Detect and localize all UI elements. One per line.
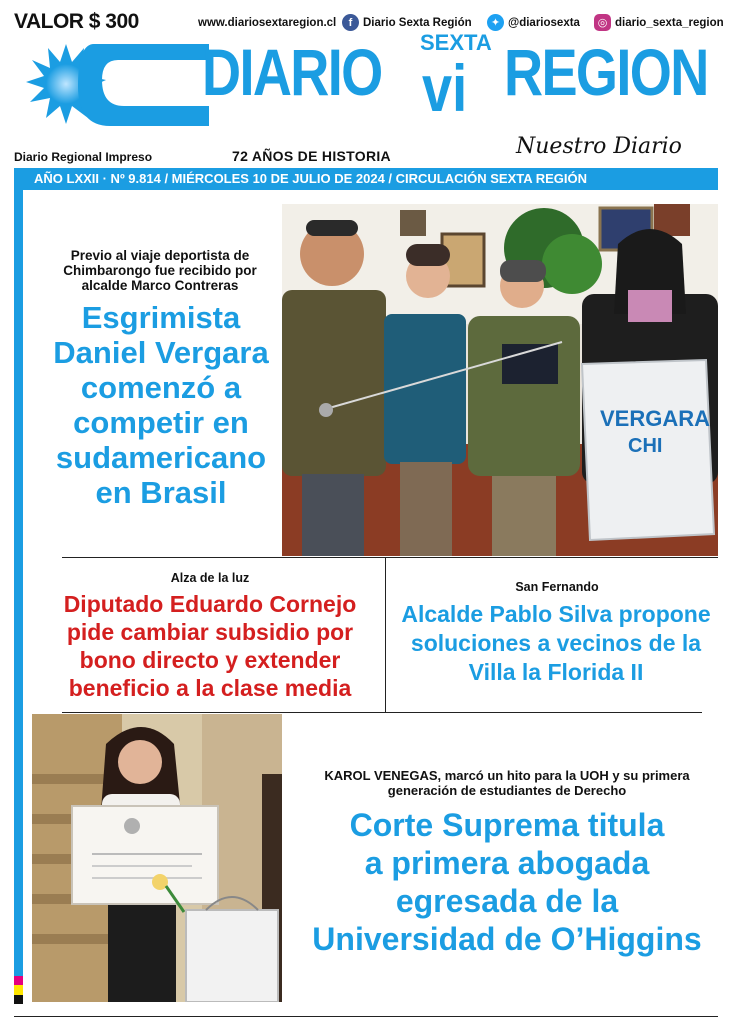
lead-headline-line: Daniel Vergara bbox=[53, 335, 269, 370]
twitter-handle: @diariosexta bbox=[508, 16, 580, 29]
story2-headline-line: Diputado Eduardo Cornejo bbox=[63, 591, 357, 617]
lead-headline-line: en Brasil bbox=[95, 475, 227, 510]
story2-headline-line: pide cambiar subsidio por bbox=[66, 619, 354, 645]
story4-kicker bbox=[292, 768, 722, 798]
twitter-icon: ✦ bbox=[487, 14, 504, 31]
facebook-icon: f bbox=[342, 14, 359, 31]
story4-headline-line: a primera abogada bbox=[364, 845, 650, 881]
lead-headline-line: sudamericano bbox=[55, 440, 267, 475]
divider bbox=[62, 712, 702, 713]
instagram-handle: diario_sexta_region bbox=[615, 16, 724, 29]
masthead-title bbox=[202, 28, 722, 138]
title-region: REGION bbox=[504, 35, 708, 109]
price-label: VALOR $ 300 bbox=[14, 10, 139, 33]
story3-headline-line: Alcalde Pablo Silva propone bbox=[401, 601, 711, 627]
edition-bar: AÑO LXXII · Nº 9.814 / MIÉRCOLES 10 DE JULIO DE 2024 / CIRCULACIÓN SEXTA REGIÓN bbox=[14, 168, 718, 190]
story4-headline-line: Universidad de O’Higgins bbox=[312, 921, 702, 957]
story4-kicker-line: generación de estudiantes de Derecho bbox=[387, 783, 627, 798]
lead-photo bbox=[282, 204, 718, 556]
jacket-text-2: CHI bbox=[628, 435, 663, 457]
sun-logo-icon bbox=[14, 36, 214, 136]
instagram-icon: ◎ bbox=[594, 14, 611, 31]
graduate-photo bbox=[32, 714, 282, 1002]
divider bbox=[62, 557, 718, 558]
facebook-handle: Diario Sexta Región bbox=[363, 16, 472, 29]
left-accent-rule bbox=[14, 190, 23, 966]
website-link[interactable]: www.diariosextaregion.cl bbox=[198, 17, 337, 29]
anniversary-label: 72 AÑOS DE HISTORIA bbox=[232, 148, 391, 164]
title-vi: vi bbox=[422, 51, 468, 125]
title-sexta: SEXTA bbox=[420, 30, 492, 55]
tagline: Nuestro Diario bbox=[516, 134, 682, 159]
story2-headline-line: bono directo y extender bbox=[79, 647, 341, 673]
title-diario: DIARIO bbox=[202, 35, 382, 109]
color-registration-marks bbox=[14, 966, 23, 1004]
story3-headline-line: soluciones a vecinos de la bbox=[410, 630, 702, 656]
subtitle: Diario Regional Impreso bbox=[14, 150, 153, 164]
story4-headline-line: Corte Suprema titula bbox=[349, 807, 665, 843]
lead-headline[interactable] bbox=[36, 300, 286, 510]
story3-headline-line: Villa la Florida II bbox=[468, 659, 644, 685]
story4-headline[interactable] bbox=[286, 806, 728, 958]
story3-kicker: San Fernando bbox=[515, 580, 599, 594]
lead-headline-line: competir en bbox=[73, 405, 249, 440]
lead-headline-line: Esgrimista bbox=[81, 300, 241, 335]
story3-headline[interactable] bbox=[388, 600, 724, 687]
bottom-rule bbox=[14, 1016, 718, 1017]
lead-kicker: Previo al viaje deportista de Chimbarongo fue recibido por alcalde Marco Contreras bbox=[63, 248, 257, 293]
jacket-text-1: VERGARA bbox=[600, 406, 711, 431]
story4-headline-line: egresada de la bbox=[395, 883, 619, 919]
story4-kicker-line: KAROL VENEGAS, marcó un hito para la UOH y su primera bbox=[324, 768, 690, 783]
story2-headline-line: beneficio a la clase media bbox=[68, 675, 352, 701]
story2-kicker: Alza de la luz bbox=[170, 571, 250, 585]
story2-headline[interactable] bbox=[36, 590, 384, 702]
column-divider bbox=[385, 557, 386, 713]
lead-headline-line: comenzó a bbox=[80, 370, 242, 405]
